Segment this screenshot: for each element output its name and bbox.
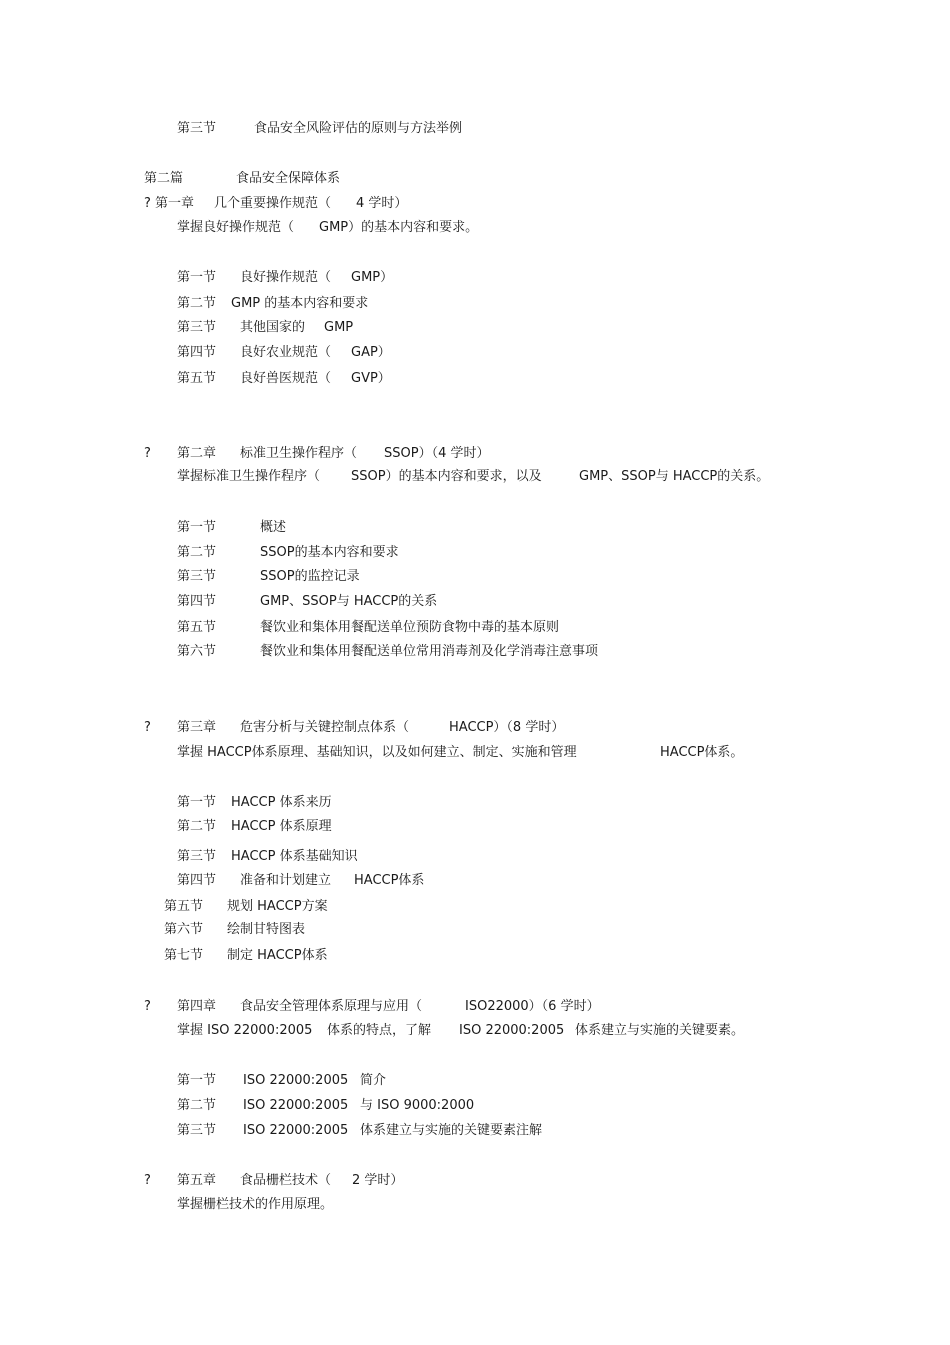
section-title: ISO 22000:2005 — [243, 1073, 349, 1088]
chapter-label: ? 第一章 — [144, 196, 195, 211]
chapter-label: 第四章 — [177, 999, 217, 1014]
chapter-objective-cont: GMP）的基本内容和要求。 — [319, 220, 479, 235]
chapter-hours: 2 学时） — [352, 1173, 404, 1188]
section-label: 第三节 — [177, 121, 217, 136]
chapter-hours: SSOP）（4 学时） — [384, 446, 490, 461]
section-title-cont: GMP — [324, 320, 354, 335]
chapter-title: 食品安全管理体系原理与应用（ — [240, 999, 423, 1014]
chapter-label: 第三章 — [177, 720, 217, 735]
chapter-objective: 掌握 HACCP体系原理、基础知识，以及如何建立、制定、实施和管理 — [177, 745, 577, 760]
section-label: 第三节 — [177, 1123, 217, 1138]
section-title: 良好操作规范（ — [240, 270, 332, 285]
section-label: 第六节 — [164, 922, 204, 937]
section-title: 良好农业规范（ — [240, 345, 332, 360]
chapter-objective: 掌握良好操作规范（ — [177, 220, 295, 235]
section-title: 制定 HACCP体系 — [227, 948, 328, 963]
chapter-objective-cont: GMP、SSOP与 HACCP的关系。 — [579, 469, 770, 484]
chapter-hours: HACCP）（8 学时） — [449, 720, 565, 735]
section-title-cont: 简介 — [360, 1073, 387, 1088]
bullet-marker: ? — [144, 446, 151, 461]
section-label: 第五节 — [177, 371, 217, 386]
section-label: 第五节 — [164, 899, 204, 914]
section-title: 概述 — [260, 520, 287, 535]
section-label: 第三节 — [177, 849, 217, 864]
chapter-objective-cont: ISO 22000:2005 — [459, 1023, 565, 1038]
section-label: 第二节 — [177, 296, 217, 311]
section-title: HACCP 体系基础知识 — [231, 849, 358, 864]
chapter-label: 第五章 — [177, 1173, 217, 1188]
section-title: 食品安全风险评估的原则与方法举例 — [254, 121, 463, 136]
section-label: 第一节 — [177, 795, 217, 810]
section-title: 其他国家的 — [240, 320, 306, 335]
section-title: 绘制甘特图表 — [227, 922, 306, 937]
section-title: GMP、SSOP与 HACCP的关系 — [260, 594, 438, 609]
chapter-objective: 掌握栅栏技术的作用原理。 — [177, 1197, 334, 1212]
section-label: 第七节 — [164, 948, 204, 963]
section-label: 第四节 — [177, 594, 217, 609]
section-label: 第三节 — [177, 320, 217, 335]
chapter-objective-cont: HACCP体系。 — [660, 745, 744, 760]
section-label: 第六节 — [177, 644, 217, 659]
chapter-objective: 掌握标准卫生操作程序（ — [177, 469, 321, 484]
section-title: ISO 22000:2005 — [243, 1098, 349, 1113]
section-label: 第三节 — [177, 569, 217, 584]
chapter-title: 危害分析与关键控制点体系（ — [240, 720, 410, 735]
section-title: HACCP 体系来历 — [231, 795, 332, 810]
chapter-title: 几个重要操作规范（ — [214, 196, 332, 211]
chapter-objective-cont: 体系的特点，了解 — [327, 1023, 432, 1038]
section-title: 餐饮业和集体用餐配送单位预防食物中毒的基本原则 — [260, 620, 560, 635]
section-title: SSOP的监控记录 — [260, 569, 360, 584]
part-title: 食品安全保障体系 — [236, 171, 341, 186]
section-label: 第四节 — [177, 873, 217, 888]
section-label: 第一节 — [177, 520, 217, 535]
chapter-objective: 掌握 ISO 22000:2005 — [177, 1023, 313, 1038]
chapter-objective-cont: 体系建立与实施的关键要素。 — [575, 1023, 745, 1038]
bullet-marker: ? — [144, 999, 151, 1014]
chapter-label: 第二章 — [177, 446, 217, 461]
section-title: 准备和计划建立 — [240, 873, 332, 888]
section-title: 良好兽医规范（ — [240, 371, 332, 386]
section-label: 第二节 — [177, 819, 217, 834]
section-title: 餐饮业和集体用餐配送单位常用消毒剂及化学消毒注意事项 — [260, 644, 599, 659]
section-title: HACCP 体系原理 — [231, 819, 332, 834]
section-title: GMP 的基本内容和要求 — [231, 296, 369, 311]
section-title: SSOP的基本内容和要求 — [260, 545, 399, 560]
chapter-hours: 4 学时） — [356, 196, 408, 211]
chapter-title: 食品栅栏技术（ — [240, 1173, 332, 1188]
chapter-title: 标准卫生操作程序（ — [240, 446, 358, 461]
section-title-cont: GVP） — [351, 371, 391, 386]
bullet-marker: ? — [144, 720, 151, 735]
section-title: ISO 22000:2005 — [243, 1123, 349, 1138]
bullet-marker: ? — [144, 1173, 151, 1188]
chapter-hours: ISO22000）（6 学时） — [465, 999, 600, 1014]
section-label: 第五节 — [177, 620, 217, 635]
section-title-cont: HACCP体系 — [354, 873, 425, 888]
section-title: 规划 HACCP方案 — [227, 899, 328, 914]
section-label: 第二节 — [177, 545, 217, 560]
section-label: 第一节 — [177, 270, 217, 285]
section-title-cont: GAP） — [351, 345, 391, 360]
section-title-cont: GMP） — [351, 270, 394, 285]
section-title-cont: 体系建立与实施的关键要素注解 — [360, 1123, 543, 1138]
section-label: 第二节 — [177, 1098, 217, 1113]
part-label: 第二篇 — [144, 171, 184, 186]
section-label: 第四节 — [177, 345, 217, 360]
section-title-cont: 与 ISO 9000:2000 — [360, 1098, 475, 1113]
section-label: 第一节 — [177, 1073, 217, 1088]
chapter-objective-cont: SSOP）的基本内容和要求，以及 — [351, 469, 542, 484]
